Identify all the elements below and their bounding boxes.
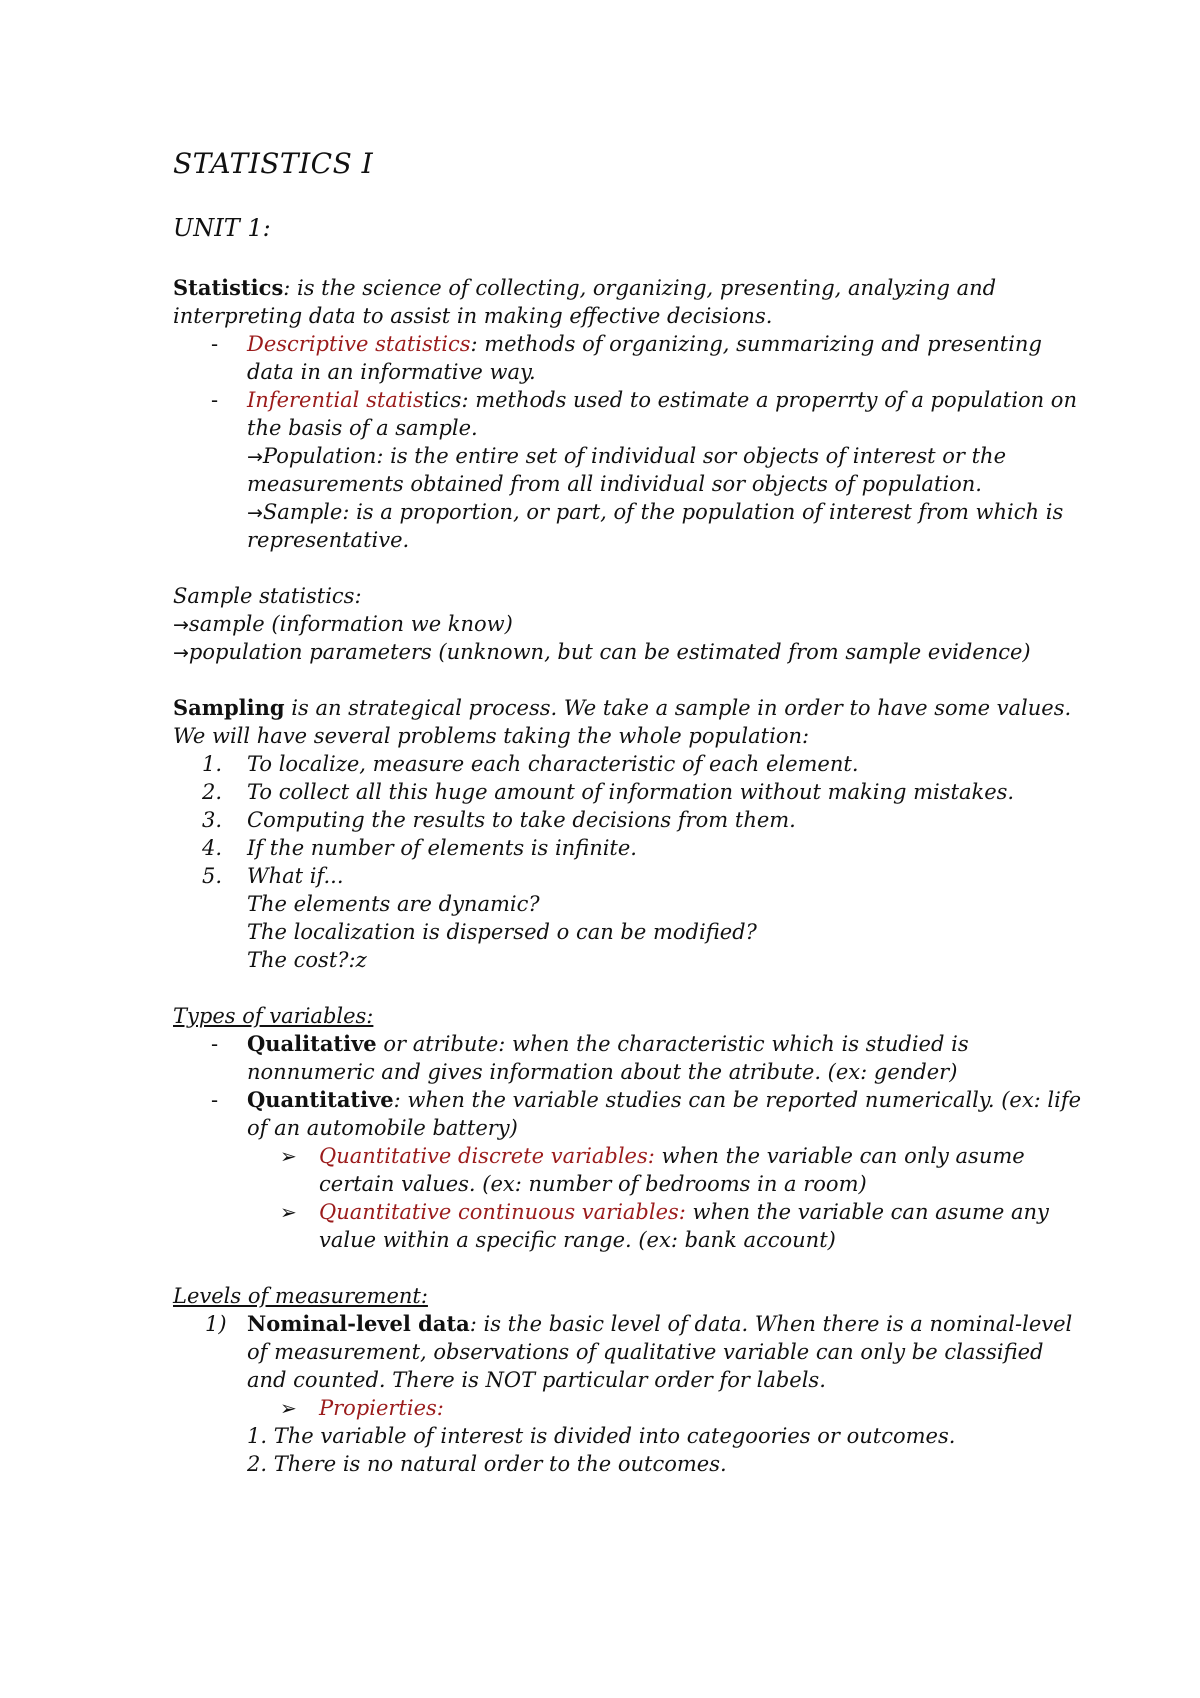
qualitative-definition-cont: nonnumeric and gives information about the atribute. (ex: gender) [247,1060,958,1084]
statistics-definition-cont: interpreting data to assist in making effective decisions. [173,304,773,328]
inferential-text: tics: methods used to estimate a properrty of a population on [423,388,1077,412]
sampling-term: Sampling [173,695,285,720]
list-item: To localize, measure each characteristic of each element. [247,752,859,776]
discrete-text: when the variable can only asume [654,1144,1025,1168]
property-item: 1. The variable of interest is divided into categoories or outcomes. [247,1424,956,1448]
sampling-definition [173,694,1071,722]
levels-of-measurement-heading: Levels of measurement: [173,1284,428,1308]
document-title: STATISTICS I [173,147,374,180]
sample-statistics-item [173,610,513,639]
continuous-variables [319,1198,1049,1226]
nominal-term: Nominal-level data [247,1311,470,1336]
nominal-level-definition-cont: of measurement, observations of qualitative variable can only be classified [247,1340,1044,1364]
statistics-term: Statistics [173,275,284,300]
properties-label: Propierties: [319,1396,444,1420]
list-item: What if... [247,864,344,888]
quantitative-term: Quantitative [247,1087,394,1112]
sample-statistics-item [173,638,1031,667]
nominal-level-definition [247,1310,1072,1338]
unit-heading: UNIT 1: [173,214,271,242]
inferential-statistics-cont: the basis of a sample. [247,416,478,440]
list-item: If the number of elements is infinite. [247,836,637,860]
population-definition-cont: measurements obtained from all individual sor objects of population. [247,472,982,496]
sample-statistics-text: population parameters (unknown, but can be estimated from sample evidence) [188,640,1031,664]
population-definition [247,442,1006,471]
list-number: 3. [202,808,223,832]
list-number: 1. [202,752,223,776]
property-item: 2. There is no natural order to the outcomes. [247,1452,727,1476]
right-arrow-icon: → [173,614,189,636]
right-arrow-icon: → [247,446,263,468]
qualitative-definition [247,1030,969,1058]
list-number: 2. [202,780,223,804]
descriptive-statistics [247,330,1042,358]
descriptive-text: : methods of organizing, summarizing and presenting [470,332,1042,356]
qualitative-term: Qualitative [247,1031,377,1056]
statistics-def-text: : is the science of collecting, organizing, presenting, analyzing and [283,276,997,300]
sampling-def-text: is an strategical process. We take a sample in order to have some values. [284,696,1072,720]
types-of-variables-heading: Types of variables: [173,1004,374,1028]
list-number: 1) [205,1312,227,1336]
right-arrow-icon: → [247,502,263,524]
quantitative-text: : when the variable studies can be reported numerically. (ex: life [393,1088,1082,1112]
bullet-dash: - [211,1088,219,1112]
list-number: 4. [202,836,223,860]
descriptive-statistics-cont: data in an informative way. [247,360,536,384]
continuous-term: Quantitative continuous variables: [319,1200,686,1224]
list-subitem: The elements are dynamic? [247,892,540,916]
sample-text: Sample: is a proportion, or part, of the population of interest from which is [262,500,1064,524]
arrowhead-bullet-icon: ➢ [280,1200,297,1224]
sample-definition [247,498,1063,527]
quantitative-definition-cont: of an automobile battery) [247,1116,518,1140]
bullet-dash: - [211,388,219,412]
sample-definition-cont: representative. [247,528,410,552]
bullet-dash: - [211,332,219,356]
descriptive-term: Descriptive statistics [247,332,471,356]
bullet-dash: - [211,1032,219,1056]
inferential-term: Inferential statis [247,388,424,412]
quantitative-definition [247,1086,1081,1114]
inferential-statistics [247,386,1077,414]
sampling-intro: We will have several problems taking the whole population: [173,724,810,748]
nominal-text: : is the basic level of data. When there is a nominal-level [469,1312,1073,1336]
list-item: To collect all this huge amount of information without making mistakes. [247,780,1015,804]
right-arrow-icon: → [173,642,189,664]
list-subitem: The cost?:z [247,948,367,972]
discrete-variables-cont: certain values. (ex: number of bedrooms in a room) [319,1172,867,1196]
qualitative-text: or atribute: when the characteristic which is studied is [376,1032,969,1056]
statistics-definition [173,274,996,302]
arrowhead-bullet-icon: ➢ [280,1144,297,1168]
discrete-variables [319,1142,1025,1170]
population-text: Population: is the entire set of individual sor objects of interest or the [262,444,1006,468]
arrowhead-bullet-icon: ➢ [280,1396,297,1420]
list-item: Computing the results to take decisions from them. [247,808,796,832]
list-number: 5. [202,864,223,888]
discrete-term: Quantitative discrete variables: [319,1144,655,1168]
sample-statistics-heading: Sample statistics: [173,584,362,608]
continuous-text: when the variable can asume any [685,1200,1049,1224]
list-subitem: The localization is dispersed o can be modified? [247,920,757,944]
sample-statistics-text: sample (information we know) [188,612,513,636]
nominal-level-definition-cont: and counted. There is NOT particular order for labels. [247,1368,826,1392]
continuous-variables-cont: value within a specific range. (ex: bank account) [319,1228,836,1252]
